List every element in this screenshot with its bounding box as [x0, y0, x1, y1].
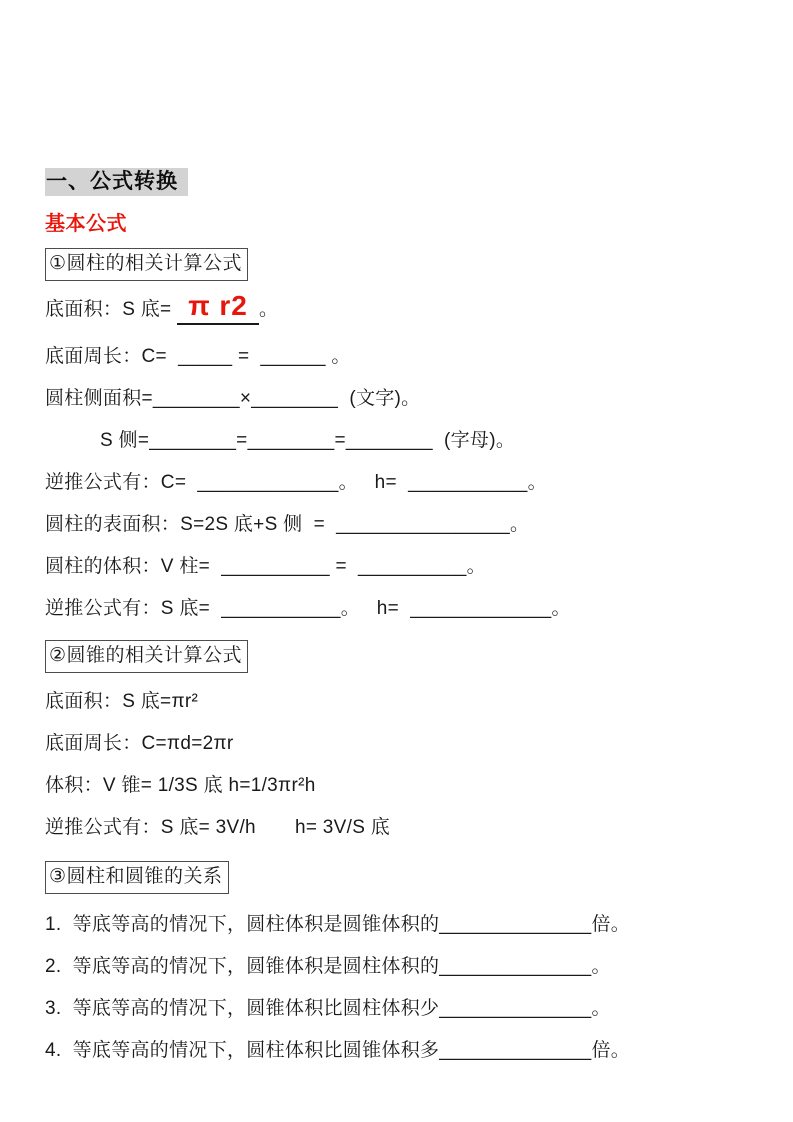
- relation-item-2: 2. 等底等高的情况下，圆锥体积是圆柱体积的______________。: [45, 956, 611, 977]
- base-area-prefix: 底面积：S 底=: [45, 299, 178, 320]
- relation-item-1: 1. 等底等高的情况下，圆柱体积是圆锥体积的______________倍。: [45, 914, 631, 935]
- cylinder-volume-line: 圆柱的体积：V 柱= __________ = __________。: [45, 556, 486, 577]
- answer-blank: [177, 291, 259, 325]
- lateral-area-line: 圆柱侧面积=________×________ (文字)。: [45, 388, 421, 409]
- surface-area-line: 圆柱的表面积：S=2S 底+S 侧 = ________________。: [45, 514, 530, 535]
- cone-volume-line: 体积：V 锥= 1/3S 底 h=1/3πr²h: [45, 775, 316, 796]
- cylinder-section: [45, 248, 748, 281]
- cylinder-heading-box: ①圆柱的相关计算公式: [45, 248, 248, 281]
- cone-circumference-line: 底面周长：C=πd=2πr: [45, 733, 234, 754]
- lateral-letters-line: S 侧=________=________=________ (字母)。: [100, 430, 516, 451]
- section-title: [45, 168, 748, 196]
- relation-item-3: 3. 等底等高的情况下，圆锥体积比圆柱体积少______________。: [45, 998, 611, 1019]
- circumference-line: 底面周长：C= _____ = ______ 。: [45, 346, 351, 367]
- relation-heading-box: ③圆柱和圆锥的关系: [45, 861, 229, 894]
- cone-heading-box: ②圆锥的相关计算公式: [45, 640, 248, 673]
- base-area-line: [45, 291, 748, 325]
- cone-section: [45, 640, 748, 673]
- cone-base-area-line: 底面积：S 底=πr²: [45, 691, 199, 712]
- relation-section: [45, 861, 748, 894]
- section-title-text: 一、公式转换: [45, 168, 188, 196]
- cone-inverse-line: 逆推公式有：S 底= 3V/h h= 3V/S 底: [45, 817, 391, 838]
- inverse-c-h-line: 逆推公式有：C= _____________。 h= ___________。: [45, 472, 547, 493]
- base-area-suffix: 。: [259, 299, 279, 320]
- relation-item-4: 4. 等底等高的情况下，圆柱体积比圆锥体积多______________倍。: [45, 1040, 631, 1061]
- inverse-s-h-line: 逆推公式有：S 底= ___________。 h= _____________。: [45, 598, 571, 619]
- red-answer-text: π r2: [188, 290, 248, 321]
- red-subtitle: 基本公式: [45, 213, 127, 235]
